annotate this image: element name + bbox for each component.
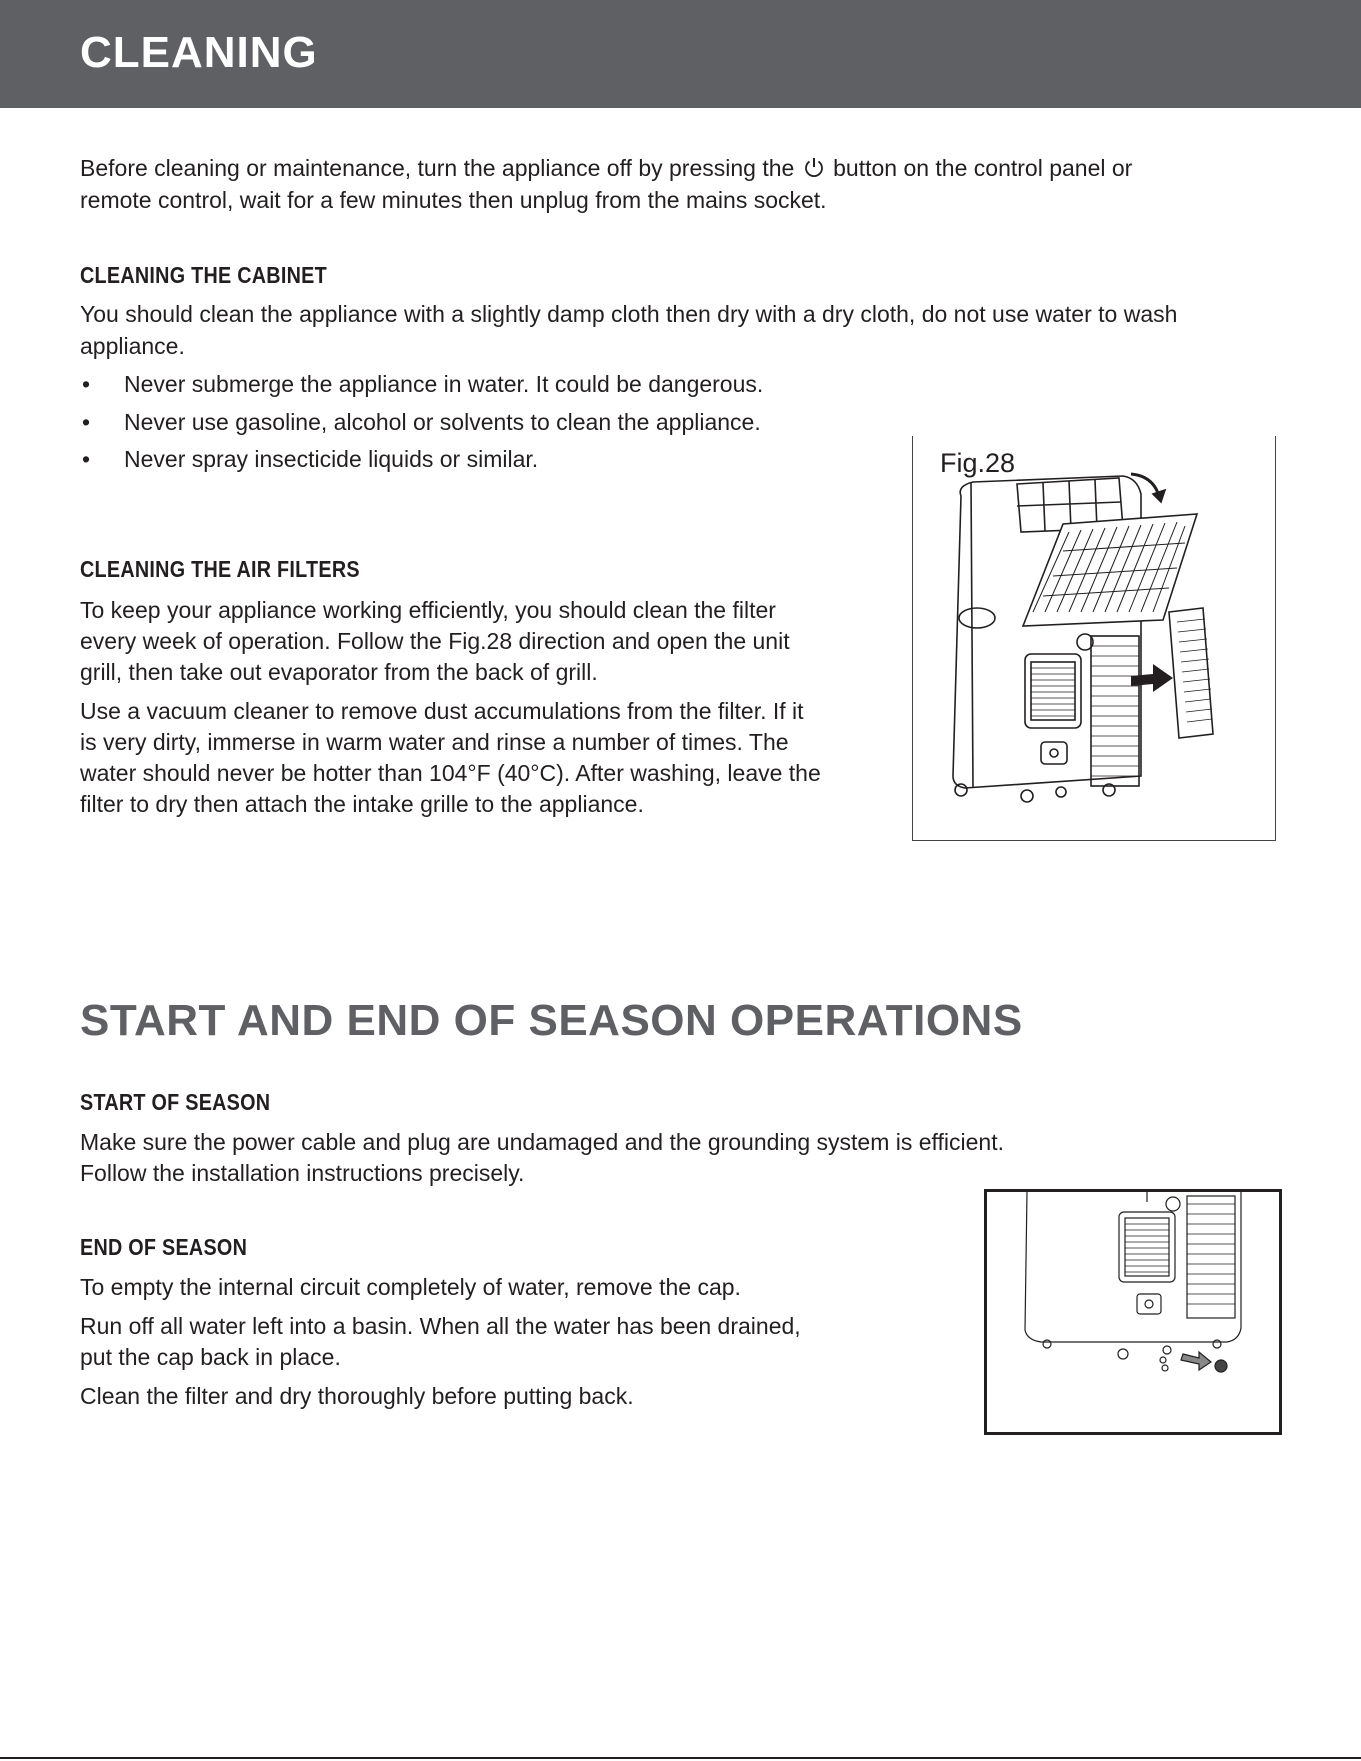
unit-filter-illustration <box>913 436 1275 840</box>
filters-p1-line-2: every week of operation. Follow the Fig.28 direction and open the unit <box>80 628 790 654</box>
filters-p1-line-1: To keep your appliance working efficiently, you should clean the filter <box>80 597 776 623</box>
start-season-heading: START OF SEASON <box>80 1089 271 1115</box>
end-season-p2-line-1: Run off all water left into a basin. When all the water has been drained, <box>80 1313 801 1339</box>
figure-label: Fig.28 <box>940 448 1016 478</box>
cabinet-line-1: You should clean the appliance with a slightly damp cloth then dry with a dry cloth, do not use water to wash <box>80 301 1178 327</box>
list-item: • Never submerge the appliance in water. It could be dangerous. <box>82 371 764 397</box>
intro-line-2: remote control, wait for a few minutes then unplug from the mains socket. <box>80 187 827 213</box>
filters-p2-line-4: filter to dry then attach the intake grille to the appliance. <box>80 791 644 817</box>
filters-p2-line-3: water should never be hotter than 104°F (40°C). After washing, leave the <box>80 760 821 786</box>
start-season-line-1: Make sure the power cable and plug are undamaged and the grounding system is efficient. <box>80 1129 1004 1155</box>
figure-28 <box>912 436 1276 841</box>
end-season-p1: To empty the internal circuit completely of water, remove the cap. <box>80 1274 741 1300</box>
bottom-rule <box>0 1757 1361 1759</box>
start-season-line-2: Follow the installation instructions precisely. <box>80 1160 525 1186</box>
cabinet-bullet-list <box>80 366 763 479</box>
header-band <box>0 0 1361 108</box>
filters-p2-line-2: is very dirty, immerse in warm water and rinse a number of times. The <box>80 729 789 755</box>
list-item: • Never use gasoline, alcohol or solvents to clean the appliance. <box>82 408 761 435</box>
drain-cap-figure <box>984 1189 1282 1435</box>
drain-cap-illustration <box>987 1192 1279 1432</box>
list-item: • Never spray insecticide liquids or similar. <box>82 446 539 472</box>
intro-text-after-icon: button on the control panel or <box>833 155 1133 181</box>
section-title: CLEANING <box>80 28 318 77</box>
filters-p2-line-1: Use a vacuum cleaner to remove dust accumulations from the filter. If it <box>80 698 804 724</box>
filters-p1-line-3: grill, then take out evaporator from the back of grill. <box>80 659 598 685</box>
power-icon <box>803 156 825 178</box>
intro-text-before-icon: Before cleaning or maintenance, turn the appliance off by pressing the <box>80 155 795 181</box>
cabinet-heading: CLEANING THE CABINET <box>80 262 327 288</box>
filters-heading: CLEANING THE AIR FILTERS <box>80 556 360 582</box>
end-season-heading: END OF SEASON <box>80 1234 248 1260</box>
intro-line-1 <box>80 152 1132 184</box>
end-season-p2-line-2: put the cap back in place. <box>80 1344 341 1370</box>
cabinet-line-2: appliance. <box>80 333 185 359</box>
end-season-p3: Clean the filter and dry thoroughly before putting back. <box>80 1383 634 1409</box>
season-title: START AND END OF SEASON OPERATIONS <box>80 996 1023 1045</box>
